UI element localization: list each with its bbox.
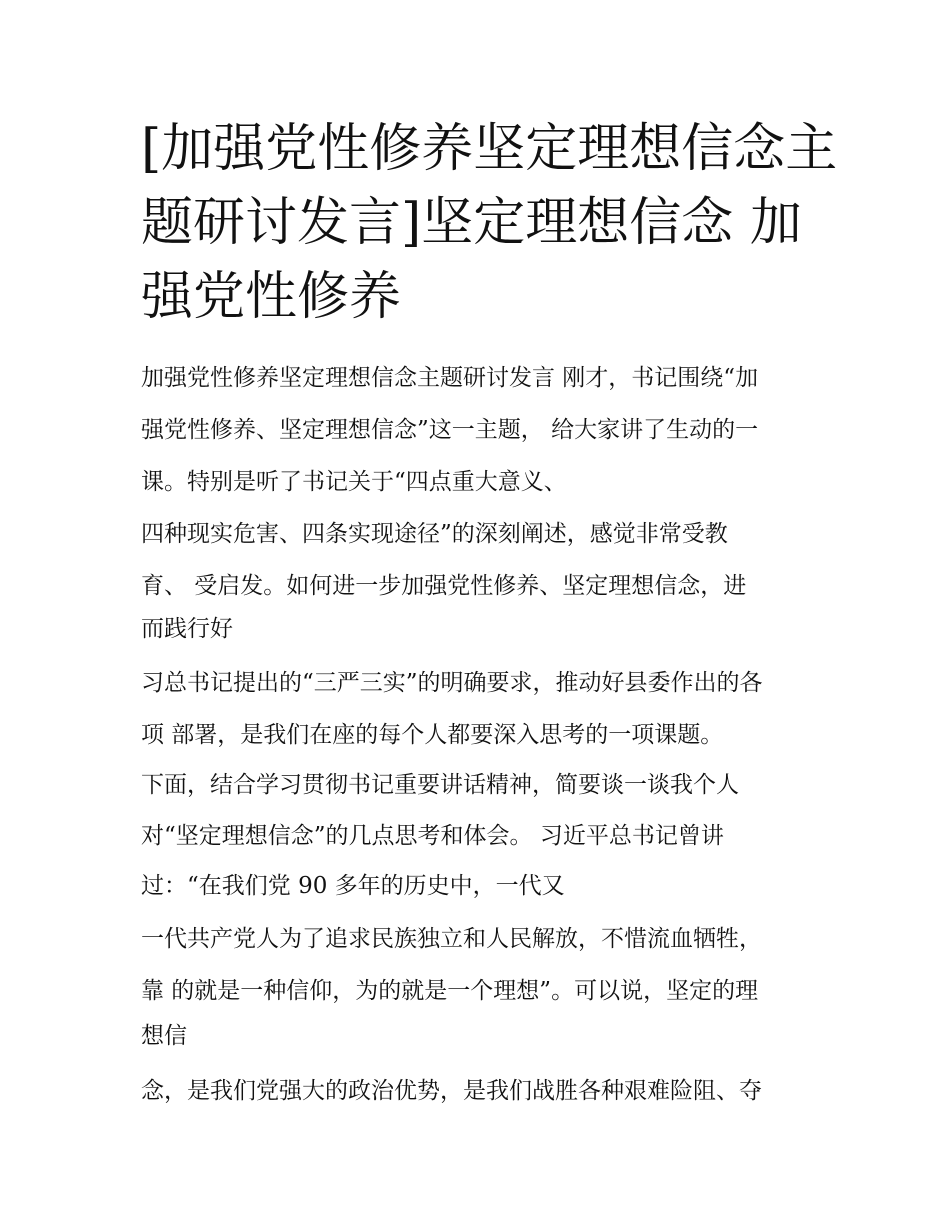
document-title bbox=[141, 112, 838, 334]
body-line: 项 部署，是我们在座的每个人都要深入思考的一项课题。 bbox=[141, 722, 724, 748]
body-line: 课。特别是听了书记关于“四点重大意义、 bbox=[141, 469, 567, 495]
title-line: 强党性修养 bbox=[141, 267, 402, 327]
body-line: 习总书记提出的“三严三实”的明确要求，推动好县委作出的各 bbox=[141, 670, 763, 696]
body-line: 对“坚定理想信念”的几点思考和体会。 习近平总书记曾讲 bbox=[141, 823, 724, 849]
body-line: 四种现实危害、四条实现途径”的深刻阐述，感觉非常受教 bbox=[141, 521, 728, 547]
body-line: 强党性修养、坚定理想信念”这一主题， 给大家讲了生动的一 bbox=[141, 417, 759, 443]
title-line: [加强党性修养坚定理想信念主 bbox=[141, 119, 838, 179]
body-line: 靠 的就是一种信仰，为的就是一个理想”。可以说，坚定的理 bbox=[141, 978, 759, 1004]
body-line: 下面，结合学习贯彻书记重要讲话精神，简要谈一谈我个人 bbox=[141, 772, 739, 798]
body-line: 念，是我们党强大的政治优势，是我们战胜各种艰难险阻、夺 bbox=[141, 1078, 762, 1104]
body-line: 育、 受启发。如何进一步加强党性修养、坚定理想信念，进 bbox=[141, 573, 747, 599]
body-line: 想信 bbox=[141, 1023, 187, 1049]
body-line: 一代共产党人为了追求民族独立和人民解放，不惜流血牺牲， bbox=[141, 926, 762, 952]
title-line: 题研讨发言]坚定理想信念 加 bbox=[141, 193, 802, 253]
body-line: 而践行好 bbox=[141, 616, 233, 642]
body-line: 加强党性修养坚定理想信念主题研讨发言 刚才，书记围绕“加 bbox=[141, 365, 759, 391]
body-line: 过：“在我们党 90 多年的历史中，一代又 bbox=[141, 873, 565, 899]
